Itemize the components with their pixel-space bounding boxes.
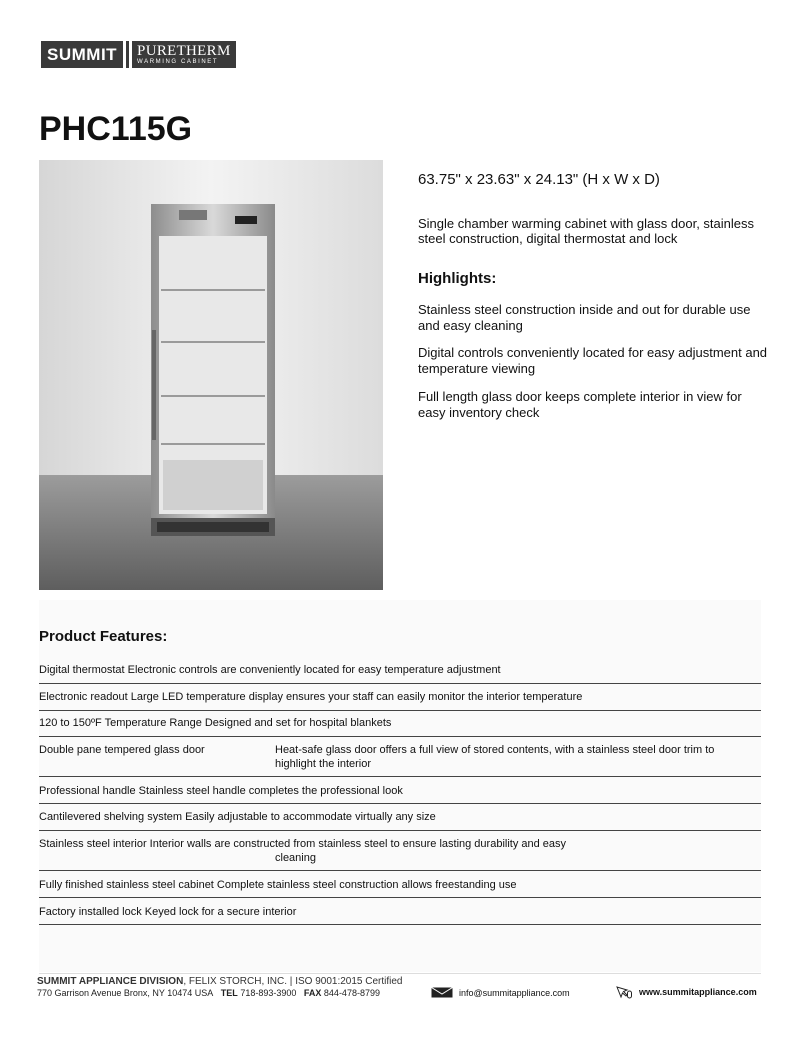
cursor-click-icon (615, 985, 633, 999)
feature-name: Double pane tempered glass door (39, 744, 205, 756)
footer-email-text: info@summitappliance.com (459, 987, 570, 998)
product-description: Single chamber warming cabinet with glass door, stainless steel construction, digital thermostat and lock (418, 216, 755, 246)
feature-row (39, 690, 761, 711)
feature-name: Fully finished stainless steel cabinet Complete stainless steel construction allows freestanding use (39, 879, 517, 891)
footer-company-info: , FELIX STORCH, INC. | ISO 9001:2015 Certified (183, 976, 403, 987)
feature-name: Stainless steel interior Interior walls are constructed from stainless steel to ensure lasting durability and easy (39, 838, 567, 850)
feature-name: Professional handle Stainless steel handle completes the professional look (39, 785, 403, 797)
puretherm-name: PURETHERM (137, 42, 231, 59)
footer-fax: 844-478-8799 (323, 988, 380, 998)
feature-text: Heat-safe glass door offers a full view of stored contents, with a stainless steel door trim to highlight the interior (275, 744, 715, 770)
feature-text: cleaning (275, 852, 316, 864)
footer-division: SUMMIT APPLIANCE DIVISION (37, 976, 184, 987)
footer-contact (37, 988, 380, 998)
puretherm-tagline: WARMING CABINET (137, 58, 219, 65)
logo-divider-bar (126, 41, 129, 68)
footer-email[interactable] (431, 987, 570, 998)
product-features (39, 600, 761, 972)
envelope-icon (431, 987, 453, 998)
feature-row (39, 878, 761, 898)
feature-row (39, 837, 761, 871)
feature-name: Factory installed lock Keyed lock for a secure interior (39, 906, 297, 918)
model-title: PHC115G (39, 110, 193, 148)
brand-logo (41, 41, 236, 68)
feature-row (39, 663, 761, 684)
highlight-item: Stainless steel construction inside and out for durable use and easy cleaning (418, 302, 751, 333)
feature-name: 120 to 150ºF Temperature Range Designed and set for hospital blankets (39, 717, 392, 729)
footer-website[interactable] (615, 985, 757, 999)
summit-wordmark: SUMMIT (41, 41, 123, 68)
footer-address: 770 Garrison Avenue Bronx, NY 10474 USA (37, 988, 214, 998)
feature-name: Electronic readout Large LED temperature display ensures your staff can easily monitor the interior temperature (39, 691, 583, 703)
highlights-title: Highlights: (418, 270, 497, 287)
feature-row (39, 905, 761, 925)
feature-name: Cantilevered shelving system Easily adjustable to accommodate virtually any size (39, 811, 436, 823)
footer-tel: 718-893-3900 (240, 988, 297, 998)
footer-website-text: www.summitappliance.com (639, 987, 757, 997)
highlight-item: Digital controls conveniently located for easy adjustment and temperature viewing (418, 345, 768, 376)
features-title: Product Features: (39, 628, 168, 645)
feature-name: Digital thermostat Electronic controls are conveniently located for easy temperature adjustment (39, 664, 501, 676)
dimensions: 63.75" x 23.63" x 24.13" (H x W x D) (418, 171, 660, 188)
product-photo (39, 160, 383, 590)
feature-row (39, 810, 761, 831)
footer-fax-label: FAX (303, 988, 322, 998)
feature-row (39, 784, 761, 804)
footer-divider (39, 973, 761, 974)
puretherm-wordmark (132, 41, 236, 68)
highlight-item: Full length glass door keeps complete interior in view for easy inventory check (418, 389, 742, 420)
footer-company (37, 976, 402, 987)
feature-row (39, 716, 761, 737)
footer-tel-label: TEL (220, 988, 238, 998)
feature-row (39, 743, 761, 777)
